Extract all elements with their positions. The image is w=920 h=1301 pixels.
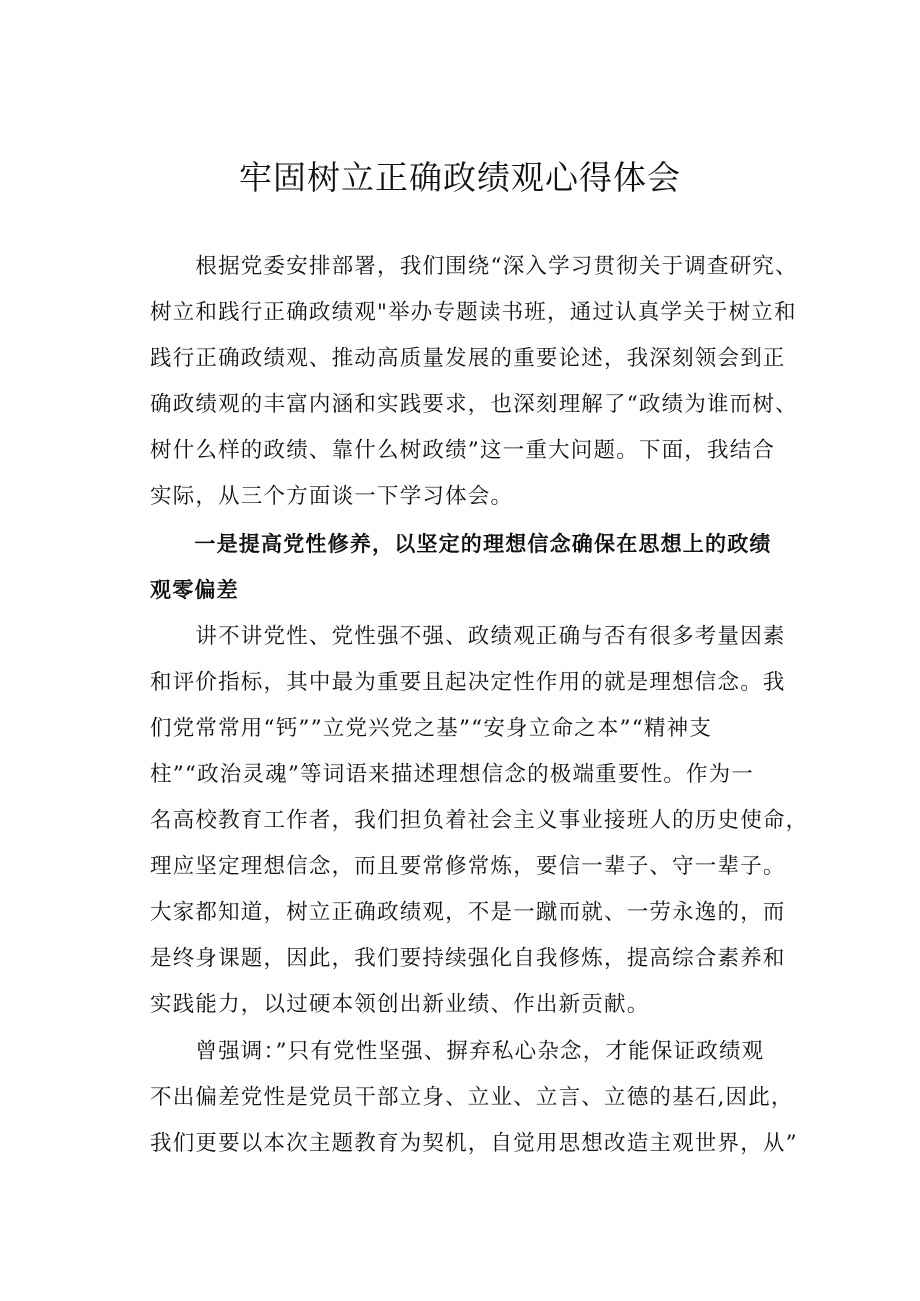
paragraph-line: 树立和践行正确政绩观"举办专题读书班，通过认真学关于树立和	[150, 300, 797, 325]
paragraph-line: 我们更要以本次主题教育为契机，自觉用思想改造主观世界，从”	[150, 1131, 798, 1156]
paragraph-line: 和评价指标，其中最为重要且起决定性作用的就是理想信念。我	[150, 670, 786, 695]
paragraph-line: 根据党委安排部署，我们围绕“深入学习贯彻关于调查研究、	[150, 254, 798, 279]
paragraph-line: 实际，从三个方面谈一下学习体会。	[150, 484, 514, 509]
document-title: 牢固树立正确政绩观心得体会	[239, 158, 681, 197]
paragraph-line: 曾强调：”只有党性坚强、摒弃私心杂念，才能保证政绩观	[150, 1039, 765, 1064]
paragraph-line: 树什么样的政绩、靠什么树政绩”这一重大问题。下面，我结合	[150, 438, 776, 463]
paragraph-line: 践行正确政绩观、推动高质量发展的重要论述，我深刻领会到正	[150, 346, 786, 371]
section-heading-line: 观零偏差	[150, 578, 239, 602]
paragraph-line: 大家都知道，树立正确政绩观，不是一蹴而就、一劳永逸的，而	[150, 900, 786, 925]
section-heading-line: 一是提高党性修养，以坚定的理想信念确保在思想上的政绩	[150, 532, 772, 556]
paragraph-line: 们党常常用“钙””立党兴党之基”“安身立命之本”“精神支	[150, 716, 713, 741]
paragraph-line: 柱”“政治灵魂”等词语来描述理想信念的极端重要性。作为一	[150, 762, 755, 787]
paragraph-line: 实践能力，以过硬本领创出新业绩、作出新贡献。	[150, 992, 650, 1017]
paragraph-line: 确政绩观的丰富内涵和实践要求，也深刻理解了“政绩为谁而树、	[150, 392, 798, 417]
paragraph-line: 不出偏差党性是党员干部立身、立业、立言、立德的基石,因此，	[150, 1085, 794, 1110]
paragraph-line: 理应坚定理想信念，而且要常修常炼，要信一辈子、守一辈子。	[150, 854, 786, 879]
paragraph-line: 名高校教育工作者，我们担负着社会主义事业接班人的历史使命，	[150, 808, 809, 833]
paragraph-line: 讲不讲党性、党性强不强、政绩观正确与否有很多考量因素	[150, 624, 786, 649]
paragraph-line: 是终身课题，因此，我们要持续强化自我修炼，提高综合素养和	[150, 946, 786, 971]
